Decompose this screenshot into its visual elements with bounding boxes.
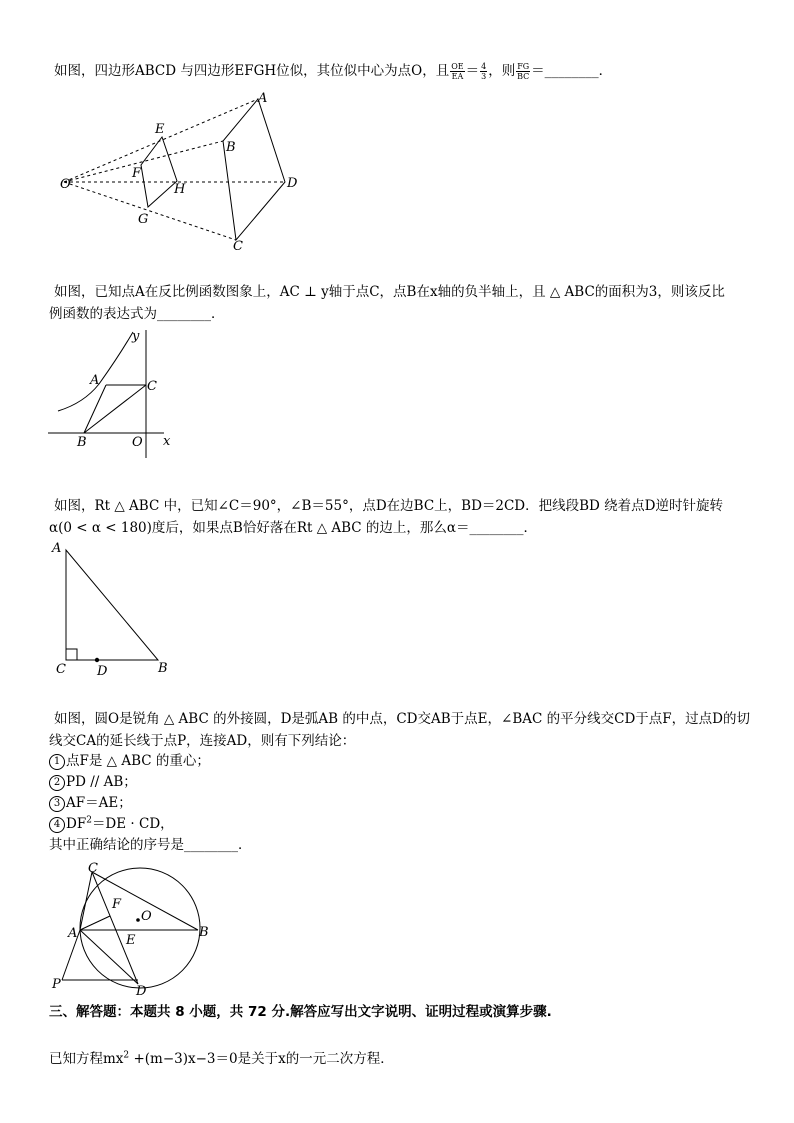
q1-label-f: F bbox=[132, 166, 142, 181]
q4-label-d: D bbox=[136, 984, 147, 999]
q1-text-b: ，则 bbox=[488, 63, 516, 79]
q1-label-o: O bbox=[60, 177, 71, 192]
q2-label-c: C bbox=[147, 379, 157, 394]
q1-label-a: A bbox=[258, 91, 268, 106]
q4-label-o: O bbox=[141, 909, 152, 924]
q4-label-b: B bbox=[199, 925, 209, 940]
q4-item-1-number: 1 bbox=[49, 754, 65, 770]
q3-line-1: 如图，Rt △ ABC 中，已知∠C＝90°，∠B＝55°，点D在边BC上，BD＝2CD．把线段BD 绕着点D逆时针旋转 bbox=[54, 498, 723, 514]
q4-line-2: 线交CA的延长线于点P，连接AD，则有下列结论： bbox=[49, 733, 356, 749]
q4-item-4-number: 4 bbox=[49, 817, 65, 833]
q4-item-2-number: 2 bbox=[49, 775, 65, 791]
q1-label-c: C bbox=[233, 239, 243, 254]
q5-text: 已知方程$mx^2 +(m-3)x-3=0$是关于x的一元二次方程． bbox=[49, 1050, 394, 1067]
q4-item-3: 3 AF＝AE； bbox=[49, 794, 132, 812]
q1-text-a: 如图，四边形ABCD 与四边形EFGH位似，其位似中心为点O，且 bbox=[54, 63, 450, 79]
q4-label-p: P bbox=[52, 977, 61, 992]
q4-circle-figure bbox=[46, 858, 226, 1000]
q1-similar-figure bbox=[40, 85, 320, 255]
q3-label-a: A bbox=[52, 541, 62, 556]
section-3-title: 三、解答题：本题共 8 小题，共 72 分.解答应写出文字说明、证明过程或演算步骤. bbox=[49, 1004, 552, 1020]
q1-frac-oe-ea: $\frac{OE}{EA}$ bbox=[451, 62, 464, 81]
q2-label-b: B bbox=[77, 435, 87, 450]
q3-right-triangle bbox=[46, 538, 186, 683]
q4-label-c: C bbox=[88, 861, 98, 876]
q1-text-c: ＝________． bbox=[531, 63, 613, 79]
q2-line-2: 例函数的表达式为________． bbox=[49, 306, 225, 322]
q1-frac-4-3: $\frac{4}{3}$ bbox=[481, 62, 487, 81]
q2-label-a: A bbox=[90, 373, 100, 388]
q1-label-g: G bbox=[138, 212, 149, 227]
q3-label-c: C bbox=[56, 662, 66, 677]
q1-label-h: H bbox=[174, 182, 186, 197]
q2-line-1: 如图，已知点A在反比例函数图象上，AC ⊥ y轴于点C，点B在x轴的负半轴上，且 △ ABC的面积为3，则该反比 bbox=[54, 284, 725, 300]
q4-item-2: 2 PD // AB； bbox=[49, 773, 137, 791]
q4-line-1: 如图，圆O是锐角 △ ABC 的外接圆，D是弧AB 的中点，CD交AB于点E，∠BAC 的平分线交CD于点F，过点D的切 bbox=[54, 711, 750, 727]
q4-item-3-number: 3 bbox=[49, 796, 65, 812]
q4-label-a: A bbox=[68, 926, 78, 941]
q4-label-f: F bbox=[112, 897, 122, 912]
q1-frac-fg-bc: $\frac{FG}{BC}$ bbox=[517, 62, 530, 81]
q2-label-o: O bbox=[132, 435, 143, 450]
q2-label-y: y bbox=[132, 329, 140, 344]
q2-inverse-function-graph bbox=[44, 328, 184, 463]
q3-line-2: α(0 < α < 180)度后，如果点B恰好落在Rt △ ABC 的边上，那么α＝________． bbox=[49, 520, 538, 536]
q4-label-e: E bbox=[126, 933, 136, 948]
q4-item-4: 4 $DF^2=DE$ · CD， bbox=[49, 815, 174, 833]
q1-text: 如图，四边形ABCD 与四边形EFGH位似，其位似中心为点O，且 $\frac{OE}{EA}$ ＝ $\frac{4}{3}$ ，则 $\frac{FG}{BC}$ ＝________． bbox=[54, 62, 613, 81]
q4-item-1: 1 点F是 △ ABC 的重心； bbox=[49, 752, 210, 770]
q1-label-e: E bbox=[155, 122, 165, 137]
q3-label-b: B bbox=[158, 661, 168, 676]
q2-label-x: x bbox=[163, 434, 171, 449]
q1-label-b: B bbox=[226, 140, 236, 155]
q3-label-d: D bbox=[97, 664, 108, 679]
q4-answer-line: 其中正确结论的序号是________． bbox=[49, 837, 252, 853]
q1-label-d: D bbox=[287, 176, 298, 191]
